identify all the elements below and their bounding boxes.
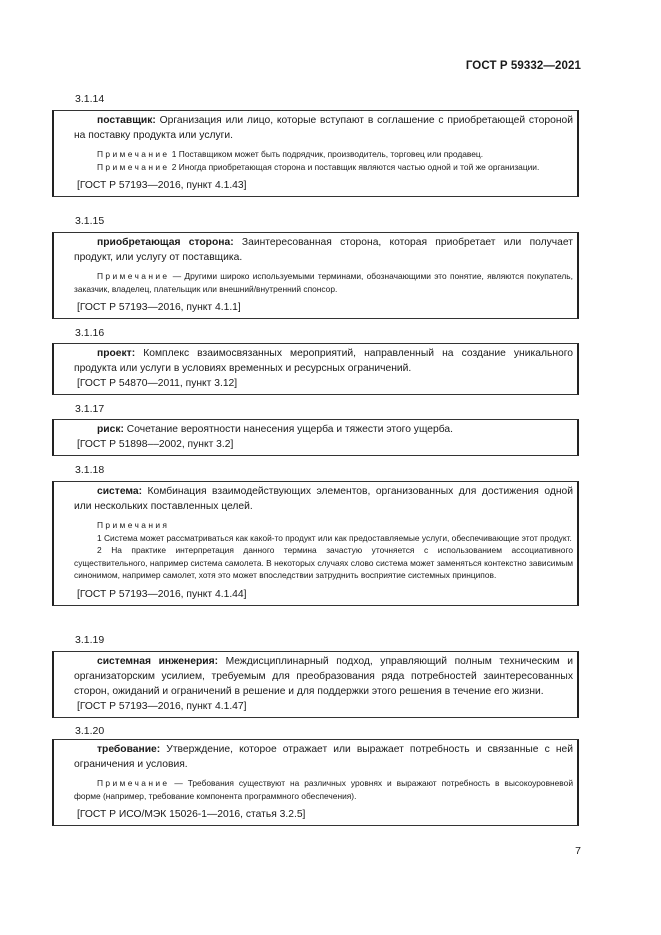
definition-text: Комбинация взаимодействующих элементов, организованных для достижения одной или нескольких поставленных целей. xyxy=(74,486,573,512)
definition xyxy=(54,654,577,699)
term-entry-risk xyxy=(52,419,579,456)
standard-header: ГОСТ Р 59332—2021 xyxy=(465,60,581,72)
term-entry-system xyxy=(52,481,579,606)
term: риск: xyxy=(97,424,124,435)
definition-text: Заинтересованная сторона, которая приобретает или получает продукт, или услугу от поставщика. xyxy=(74,237,573,263)
definition xyxy=(54,742,577,772)
term: приобретающая сторона: xyxy=(97,237,234,248)
note-text: 2 Иногда приобретающая сторона и поставщик являются частью одной и той же организации. xyxy=(169,161,540,172)
note xyxy=(54,148,577,161)
definition-text: Утверждение, которое отражает или выражает потребность и связанные с ней ограничения и условия. xyxy=(74,744,573,770)
term: проект: xyxy=(97,348,136,359)
definition xyxy=(54,235,577,265)
note-text: — Требования существуют на различных уровнях и выражают потребность в высокоуровневой форме (например, требование компонента программного обеспечения). xyxy=(74,778,573,801)
reference: [ГОСТ Р 54870—2011, пункт 3.12] xyxy=(77,378,238,389)
clause-number: 3.1.20 xyxy=(75,725,105,737)
term: требование: xyxy=(97,744,161,755)
definition-text: Сочетание вероятности нанесения ущерба и тяжести этого ущерба. xyxy=(123,424,454,435)
term-entry-supplier xyxy=(52,110,579,197)
reference: [ГОСТ Р 57193—2016, пункт 4.1.44] xyxy=(77,588,247,600)
definition xyxy=(54,484,577,514)
term-entry-project xyxy=(52,343,579,395)
page-number: 7 xyxy=(575,845,581,857)
clause-number: 3.1.18 xyxy=(75,464,105,476)
term-entry-acquirer xyxy=(52,232,579,319)
note-label: Примечание xyxy=(97,161,170,172)
definition xyxy=(54,346,577,376)
definition-text: Организация или лицо, которые вступают в соглашение с приобретающей стороной на поставку продукта или услуги. xyxy=(74,115,573,141)
reference: [ГОСТ Р ИСО/МЭК 15026-1—2016, статья 3.2.5] xyxy=(77,809,306,820)
note-label: Примечание xyxy=(97,778,170,788)
note: 2 На практике интерпретация данного термина зачастую уточняется с использованием ассоциативного существительного, например система самолета. В некоторых случаях слово система может заменяться контекстно зависимым синонимом, например самолет, хотя это может впоследствии затруднить восприятие системных принципов. xyxy=(74,545,573,580)
term-entry-systems-engineering xyxy=(52,651,579,718)
reference: [ГОСТ Р 57193—2016, пункт 4.1.47] xyxy=(77,701,247,712)
reference: [ГОСТ Р 57193—2016, пункт 4.1.1] xyxy=(77,302,241,313)
reference: [ГОСТ Р 57193—2016, пункт 4.1.43] xyxy=(77,180,247,191)
clause-number: 3.1.16 xyxy=(75,327,105,339)
notes-heading: Примечания xyxy=(97,520,170,530)
definition-text: Комплекс взаимосвязанных мероприятий, направленный на создание уникального продукта или услуги в условиях временных и ресурсных ограничений. xyxy=(74,348,573,374)
definition xyxy=(54,113,577,143)
note xyxy=(54,777,577,802)
note-text: — Другими широко используемыми терминами, обозначающими это понятие, являются покупатель, заказчик, владелец, плательщик или внешний/внутренний спонсор. xyxy=(74,271,573,294)
note xyxy=(54,161,577,174)
clause-number: 3.1.14 xyxy=(75,93,105,105)
clause-number: 3.1.17 xyxy=(75,403,105,415)
term: поставщик: xyxy=(97,115,156,126)
term: системная инженерия: xyxy=(97,656,219,667)
note: 1 Система может рассматриваться как какой-то продукт или как предоставляемые услуги, обеспечивающие этот продукт. xyxy=(97,532,572,543)
note-text: 1 Поставщиком может быть подрядчик, производитель, торговец или продавец. xyxy=(169,149,484,159)
note-label: Примечание xyxy=(97,149,170,159)
clause-number: 3.1.19 xyxy=(75,634,105,646)
clause-number: 3.1.15 xyxy=(75,215,105,227)
definition xyxy=(54,422,577,437)
term-entry-requirement xyxy=(52,739,579,826)
note xyxy=(54,270,577,295)
term: система: xyxy=(97,486,143,497)
definition-text: Междисциплинарный подход, управляющий полным техническим и организаторским усилием, требуемым для преобразования ряда потребностей заинтересованных сторон, ожиданий и ограничений в решение и для поддержки этого решения в течение его жизни. xyxy=(74,656,573,697)
reference: [ГОСТ Р 51898––2002, пункт 3.2] xyxy=(77,439,234,450)
note-label: Примечание xyxy=(97,271,170,281)
